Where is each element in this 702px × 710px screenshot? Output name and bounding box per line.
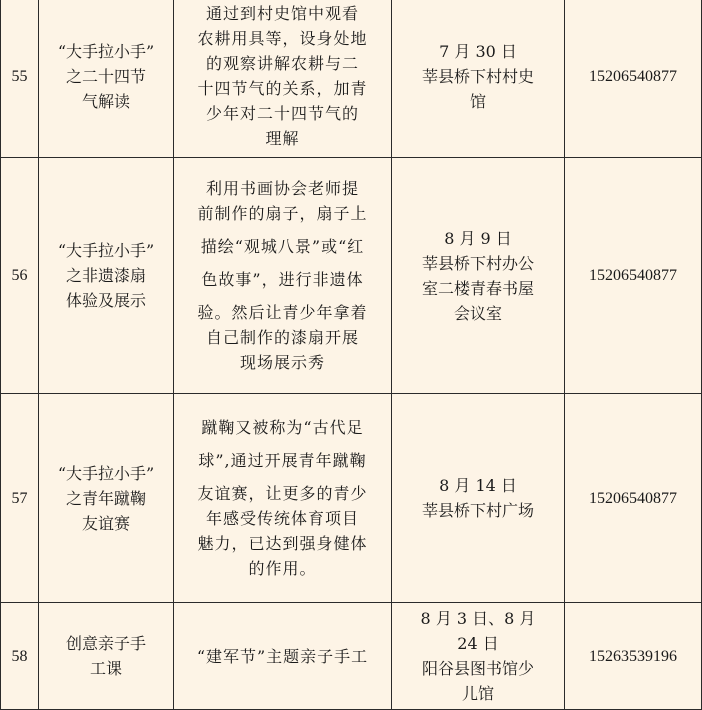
time-place-line: 8 月 3 日、8 月 — [420, 609, 536, 628]
activity-name-line: 之非遗漆扇 — [65, 266, 146, 285]
description-line: 通过到村史馆中观看 — [205, 4, 359, 23]
activity-description — [174, 394, 392, 603]
activity-description — [174, 158, 392, 394]
table-row — [1, 394, 702, 603]
time-place-line: 8 月 9 日 — [444, 228, 512, 248]
time-place — [392, 0, 565, 158]
description-line: 前制作的扇子，扇子上 — [197, 204, 368, 223]
table-row — [1, 158, 702, 394]
table-row — [1, 0, 702, 158]
activity-name — [39, 603, 174, 710]
description-line: 验。然后让青少年拿着 — [197, 303, 368, 322]
activity-name-line: 友谊赛 — [81, 513, 130, 533]
activity-name-line: 创意亲子手 — [65, 634, 146, 653]
contact-phone: 15206540877 — [565, 0, 702, 158]
activity-name-line: 体验及展示 — [65, 291, 146, 310]
description-line: 自己制作的漆扇开展 — [205, 328, 359, 347]
description-line: 的作用。 — [248, 559, 317, 578]
activity-name-line: 工课 — [89, 659, 122, 678]
description-line: 色故事”，进行非遗体 — [201, 270, 364, 289]
activity-name-line: 气解读 — [81, 91, 130, 111]
activity-name — [39, 394, 174, 603]
description-line: 年感受传统体育项目 — [205, 509, 359, 528]
activity-description — [174, 0, 392, 158]
description-line: 农耕用具等，设身处地 — [197, 29, 368, 48]
description-line: 理解 — [265, 129, 300, 148]
activity-name-line: “大手拉小手” — [57, 463, 155, 483]
description-line: 利用书画协会老师提 — [205, 179, 359, 198]
row-number: 56 — [1, 158, 39, 394]
activity-name — [39, 158, 174, 394]
time-place-line: 8 月 14 日 — [439, 476, 517, 495]
time-place-line: 24 日 — [457, 634, 499, 653]
description-line: 现场展示秀 — [239, 353, 325, 372]
time-place-line: 莘县桥下村办公 — [421, 253, 534, 273]
contact-phone: 15206540877 — [565, 394, 702, 603]
description-line: 蹴鞠又被称为“古代足 — [201, 418, 364, 437]
description-line: 魅力，已达到强身健体 — [197, 534, 368, 553]
time-place-line: 馆 — [469, 91, 486, 111]
contact-phone: 15206540877 — [565, 158, 702, 394]
time-place — [392, 158, 565, 394]
activity-name-line: “大手拉小手” — [57, 241, 155, 260]
description-line: “建军节”主题亲子手工 — [196, 646, 369, 666]
activity-name-line: 之青年蹴鞠 — [65, 488, 146, 508]
time-place-line: 室二楼青春书屋 — [421, 278, 534, 298]
description-line: 球”,通过开展青年蹴鞠 — [198, 451, 367, 470]
activity-description — [174, 603, 392, 710]
description-line: 少年对二十四节气的 — [205, 104, 359, 123]
row-number: 55 — [1, 0, 39, 158]
time-place-line: 7 月 30 日 — [439, 41, 517, 61]
row-number: 58 — [1, 603, 39, 710]
time-place-line: 阳谷县图书馆少 — [421, 659, 534, 678]
time-place-line: 会议室 — [453, 303, 502, 323]
time-place-line: 莘县桥下村村史 — [421, 66, 534, 86]
table-row — [1, 603, 702, 710]
time-place — [392, 603, 565, 710]
description-line: 描绘“观城八景”或“红 — [200, 237, 365, 256]
description-line: 十四节气的关系，加青 — [197, 79, 368, 98]
activity-name — [39, 0, 174, 158]
description-line: 的观察讲解农耕与二 — [205, 54, 359, 73]
description-line: 友谊赛，让更多的青少 — [197, 484, 368, 503]
time-place-line: 儿馆 — [461, 684, 494, 703]
activity-name-line: “大手拉小手” — [57, 41, 155, 61]
activity-name-line: 之二十四节 — [65, 66, 146, 86]
row-number: 57 — [1, 394, 39, 603]
time-place — [392, 394, 565, 603]
time-place-line: 莘县桥下村广场 — [421, 501, 534, 520]
contact-phone: 15263539196 — [565, 603, 702, 710]
